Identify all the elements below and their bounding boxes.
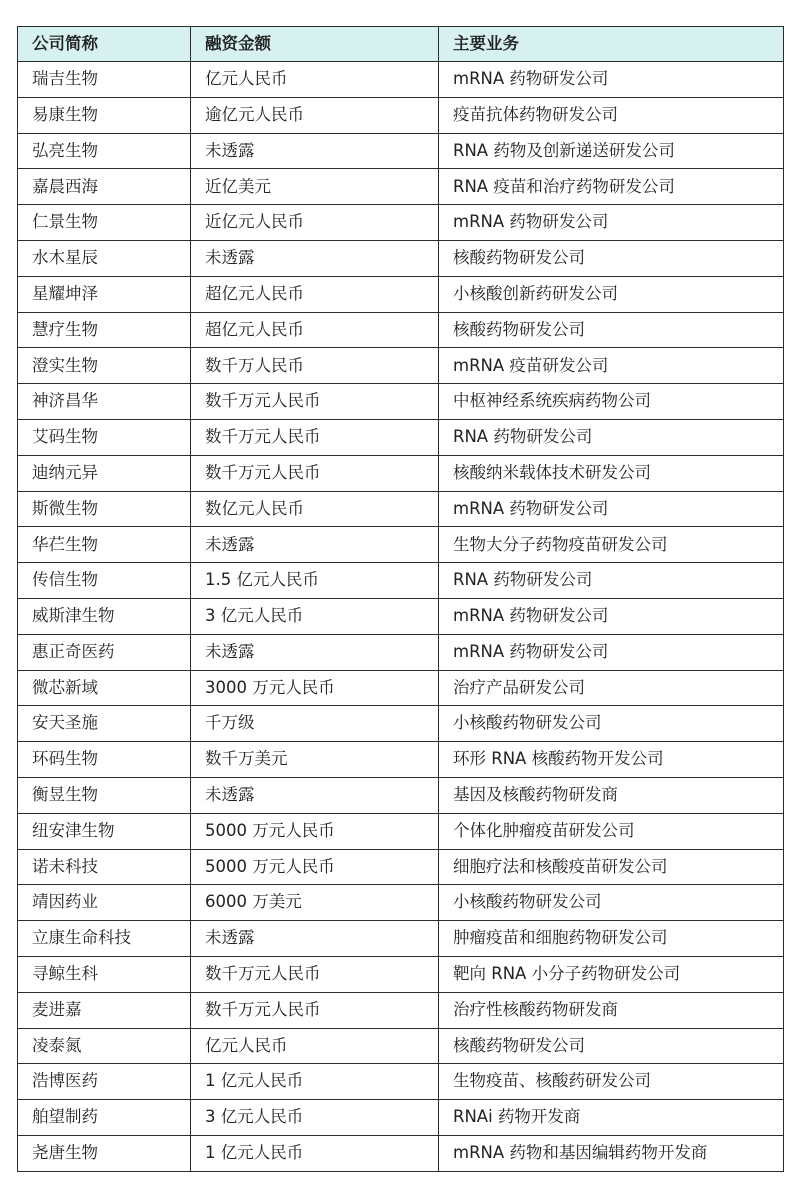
header-financing-amount: 融资金额 [191, 27, 439, 62]
cell-financing-amount: 数千万美元 [191, 742, 439, 778]
cell-company-name: 传信生物 [18, 563, 191, 599]
cell-company-name: 神济昌华 [18, 384, 191, 420]
cell-financing-amount: 未透露 [191, 777, 439, 813]
table-row [18, 419, 784, 455]
table-row [18, 97, 784, 133]
cell-main-business: 环形 RNA 核酸药物开发公司 [439, 742, 784, 778]
cell-company-name: 瑞吉生物 [18, 62, 191, 98]
cell-main-business: 小核酸药物研发公司 [439, 706, 784, 742]
cell-financing-amount: 超亿元人民币 [191, 276, 439, 312]
table-row [18, 598, 784, 634]
cell-company-name: 仁景生物 [18, 205, 191, 241]
cell-company-name: 舶望制药 [18, 1100, 191, 1136]
cell-main-business: RNAi 药物开发商 [439, 1100, 784, 1136]
table-row [18, 634, 784, 670]
cell-company-name: 威斯津生物 [18, 598, 191, 634]
cell-main-business: 治疗产品研发公司 [439, 670, 784, 706]
cell-financing-amount: 逾亿元人民币 [191, 97, 439, 133]
cell-main-business: mRNA 药物研发公司 [439, 634, 784, 670]
cell-main-business: mRNA 药物研发公司 [439, 205, 784, 241]
cell-company-name: 诺未科技 [18, 849, 191, 885]
table-row [18, 563, 784, 599]
cell-company-name: 华芢生物 [18, 527, 191, 563]
table-row [18, 133, 784, 169]
cell-main-business: RNA 药物及创新递送研发公司 [439, 133, 784, 169]
cell-financing-amount: 3 亿元人民币 [191, 598, 439, 634]
cell-company-name: 寻鲸生科 [18, 956, 191, 992]
table-body [18, 62, 784, 1172]
table-row [18, 885, 784, 921]
cell-financing-amount: 亿元人民币 [191, 1028, 439, 1064]
cell-main-business: RNA 药物研发公司 [439, 563, 784, 599]
table-header [18, 27, 784, 62]
cell-company-name: 安天圣施 [18, 706, 191, 742]
cell-financing-amount: 未透露 [191, 634, 439, 670]
cell-main-business: 核酸药物研发公司 [439, 240, 784, 276]
header-company-name: 公司简称 [18, 27, 191, 62]
cell-main-business: mRNA 药物和基因编辑药物开发商 [439, 1135, 784, 1171]
cell-financing-amount: 未透露 [191, 921, 439, 957]
table-row [18, 527, 784, 563]
cell-main-business: 靶向 RNA 小分子药物研发公司 [439, 956, 784, 992]
cell-company-name: 艾码生物 [18, 419, 191, 455]
header-main-business: 主要业务 [439, 27, 784, 62]
cell-company-name: 水木星辰 [18, 240, 191, 276]
table-row [18, 205, 784, 241]
cell-company-name: 惠正奇医药 [18, 634, 191, 670]
cell-main-business: 核酸药物研发公司 [439, 312, 784, 348]
cell-company-name: 澄实生物 [18, 348, 191, 384]
table-row [18, 777, 784, 813]
cell-financing-amount: 亿元人民币 [191, 62, 439, 98]
cell-financing-amount: 数千万元人民币 [191, 384, 439, 420]
cell-financing-amount: 数千万元人民币 [191, 992, 439, 1028]
table-row [18, 670, 784, 706]
table-row [18, 1064, 784, 1100]
cell-main-business: mRNA 药物研发公司 [439, 598, 784, 634]
cell-company-name: 环码生物 [18, 742, 191, 778]
cell-company-name: 尧唐生物 [18, 1135, 191, 1171]
cell-financing-amount: 千万级 [191, 706, 439, 742]
table-row [18, 992, 784, 1028]
table-row [18, 312, 784, 348]
table-row [18, 706, 784, 742]
cell-company-name: 嘉晨西海 [18, 169, 191, 205]
cell-financing-amount: 数千万元人民币 [191, 419, 439, 455]
financing-table [17, 26, 784, 1172]
cell-company-name: 纽安津生物 [18, 813, 191, 849]
financing-table-container [17, 26, 783, 1172]
cell-financing-amount: 6000 万美元 [191, 885, 439, 921]
table-row [18, 240, 784, 276]
cell-company-name: 斯微生物 [18, 491, 191, 527]
cell-main-business: 中枢神经系统疾病药物公司 [439, 384, 784, 420]
cell-financing-amount: 超亿元人民币 [191, 312, 439, 348]
cell-financing-amount: 数亿元人民币 [191, 491, 439, 527]
cell-financing-amount: 近亿元人民币 [191, 205, 439, 241]
cell-financing-amount: 数千万人民币 [191, 348, 439, 384]
cell-financing-amount: 1 亿元人民币 [191, 1064, 439, 1100]
table-row [18, 491, 784, 527]
cell-main-business: RNA 药物研发公司 [439, 419, 784, 455]
cell-company-name: 微芯新域 [18, 670, 191, 706]
cell-financing-amount: 未透露 [191, 240, 439, 276]
cell-financing-amount: 近亿美元 [191, 169, 439, 205]
cell-company-name: 迪纳元异 [18, 455, 191, 491]
cell-financing-amount: 5000 万元人民币 [191, 849, 439, 885]
cell-main-business: 基因及核酸药物研发商 [439, 777, 784, 813]
cell-financing-amount: 3 亿元人民币 [191, 1100, 439, 1136]
cell-main-business: mRNA 疫苗研发公司 [439, 348, 784, 384]
table-row [18, 921, 784, 957]
cell-financing-amount: 1 亿元人民币 [191, 1135, 439, 1171]
cell-financing-amount: 1.5 亿元人民币 [191, 563, 439, 599]
cell-main-business: mRNA 药物研发公司 [439, 491, 784, 527]
cell-company-name: 慧疗生物 [18, 312, 191, 348]
cell-company-name: 衡昱生物 [18, 777, 191, 813]
cell-main-business: 生物大分子药物疫苗研发公司 [439, 527, 784, 563]
cell-main-business: RNA 疫苗和治疗药物研发公司 [439, 169, 784, 205]
cell-company-name: 靖因药业 [18, 885, 191, 921]
table-row [18, 384, 784, 420]
table-row [18, 348, 784, 384]
table-row [18, 956, 784, 992]
table-row [18, 169, 784, 205]
cell-main-business: 生物疫苗、核酸药研发公司 [439, 1064, 784, 1100]
cell-company-name: 弘亮生物 [18, 133, 191, 169]
header-row [18, 27, 784, 62]
table-row [18, 455, 784, 491]
cell-main-business: 小核酸药物研发公司 [439, 885, 784, 921]
cell-main-business: 个体化肿瘤疫苗研发公司 [439, 813, 784, 849]
cell-financing-amount: 未透露 [191, 527, 439, 563]
cell-company-name: 浩博医药 [18, 1064, 191, 1100]
table-row [18, 276, 784, 312]
cell-company-name: 凌泰氮 [18, 1028, 191, 1064]
table-row [18, 1100, 784, 1136]
cell-financing-amount: 数千万元人民币 [191, 455, 439, 491]
table-row [18, 849, 784, 885]
cell-financing-amount: 数千万元人民币 [191, 956, 439, 992]
table-row [18, 813, 784, 849]
cell-main-business: mRNA 药物研发公司 [439, 62, 784, 98]
cell-main-business: 治疗性核酸药物研发商 [439, 992, 784, 1028]
table-row [18, 1028, 784, 1064]
cell-main-business: 核酸纳米载体技术研发公司 [439, 455, 784, 491]
cell-main-business: 细胞疗法和核酸疫苗研发公司 [439, 849, 784, 885]
cell-main-business: 核酸药物研发公司 [439, 1028, 784, 1064]
cell-financing-amount: 未透露 [191, 133, 439, 169]
cell-financing-amount: 3000 万元人民币 [191, 670, 439, 706]
cell-company-name: 星耀坤泽 [18, 276, 191, 312]
table-row [18, 62, 784, 98]
table-row [18, 742, 784, 778]
cell-company-name: 易康生物 [18, 97, 191, 133]
cell-main-business: 小核酸创新药研发公司 [439, 276, 784, 312]
cell-financing-amount: 5000 万元人民币 [191, 813, 439, 849]
cell-company-name: 麦进嘉 [18, 992, 191, 1028]
cell-company-name: 立康生命科技 [18, 921, 191, 957]
cell-main-business: 疫苗抗体药物研发公司 [439, 97, 784, 133]
table-row [18, 1135, 784, 1171]
cell-main-business: 肿瘤疫苗和细胞药物研发公司 [439, 921, 784, 957]
